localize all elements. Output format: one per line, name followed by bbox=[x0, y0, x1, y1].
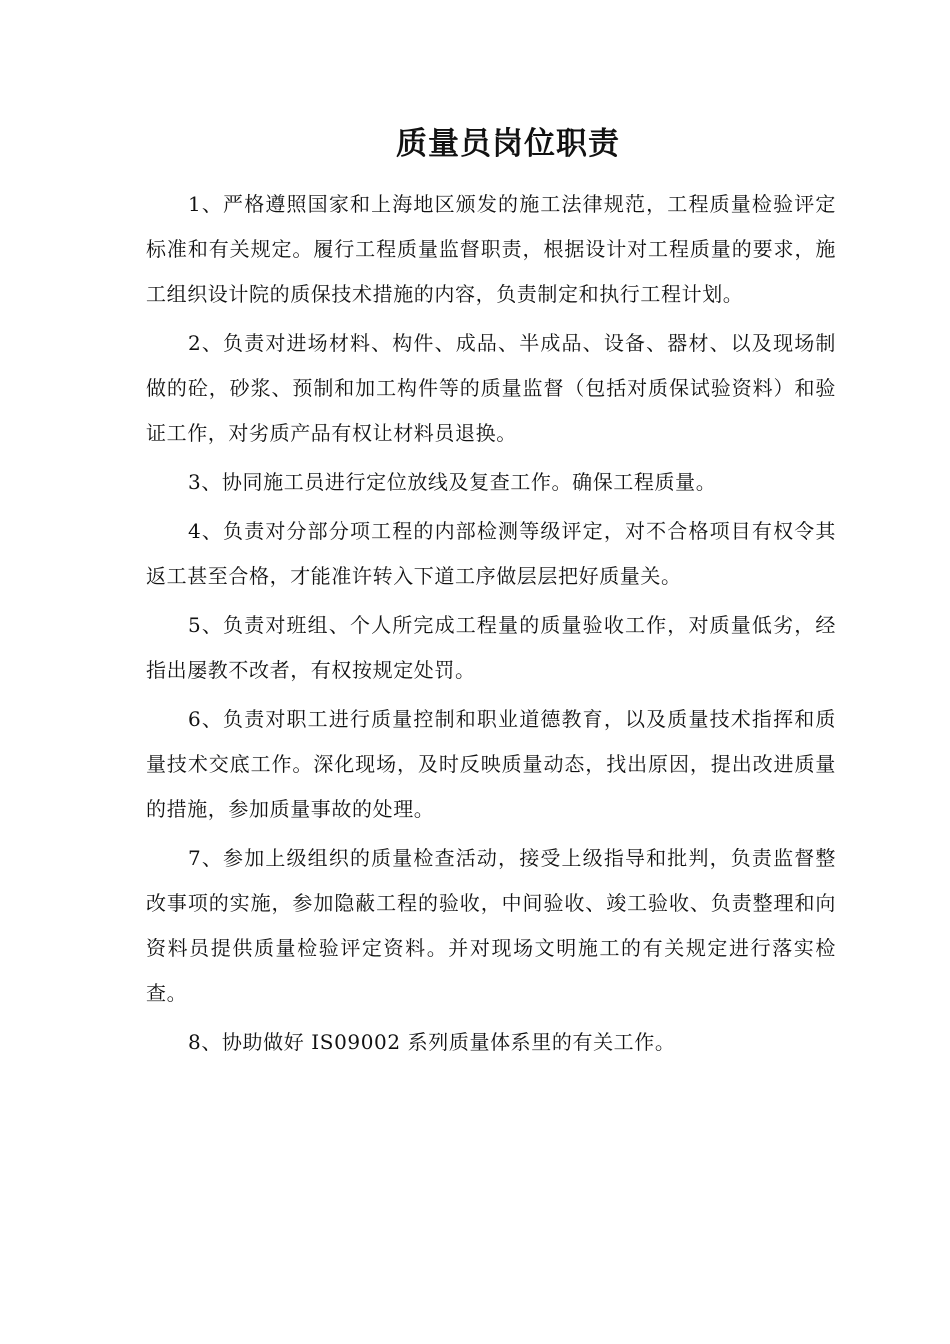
document-body bbox=[146, 182, 836, 1065]
document-title: 质量员岗位职责 bbox=[396, 126, 620, 162]
paragraph-4: 4、负责对分部分项工程的内部检测等级评定，对不合格项目有权令其返工甚至合格，才能准许转入下道工序做层层把好质量关。 bbox=[146, 519, 836, 588]
paragraph-2: 2、负责对进场材料、构件、成品、半成品、设备、器材、以及现场制做的砼，砂浆、预制和加工构件等的质量监督（包括对质保试验资料）和验证工作，对劣质产品有权让材料员退换。 bbox=[146, 331, 836, 445]
paragraph-3: 3、协同施工员进行定位放线及复查工作。确保工程质量。 bbox=[188, 470, 717, 494]
paragraph-7: 7、参加上级组织的质量检查活动，接受上级指导和批判，负责监督整改事项的实施，参加隐蔽工程的验收，中间验收、竣工验收、负责整理和向资料员提供质量检验评定资料。并对现场文明施工的有关规定进行落实检查。 bbox=[146, 846, 836, 1005]
paragraph-8: 8、协助做好 IS09002 系列质量体系里的有关工作。 bbox=[188, 1030, 676, 1054]
paragraph-5: 5、负责对班组、个人所完成工程量的质量验收工作，对质量低劣，经指出屡教不改者，有权按规定处罚。 bbox=[146, 613, 836, 682]
paragraph-6: 6、负责对职工进行质量控制和职业道德教育，以及质量技术指挥和质量技术交底工作。深化现场，及时反映质量动态，找出原因，提出改进质量的措施，参加质量事故的处理。 bbox=[146, 707, 836, 821]
paragraph-1: 1、严格遵照国家和上海地区颁发的施工法律规范，工程质量检验评定标准和有关规定。履行工程质量监督职责，根据设计对工程质量的要求，施工组织设计院的质保技术措施的内容，负责制定和执行工程计划。 bbox=[146, 192, 836, 306]
